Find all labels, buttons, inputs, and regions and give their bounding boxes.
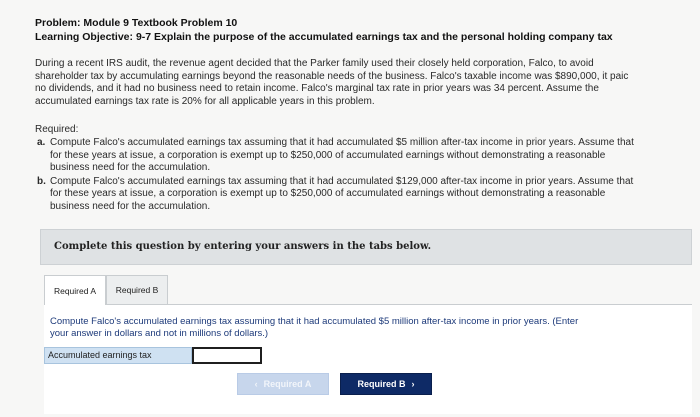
required-item-line: for these years at issue, a corporation is exempt up to $250,000 of accumulated earnings without demonstrating a reasonable [50,188,606,199]
intro-line: no dividends, and it had no business need to retain income. Falco's marginal tax rate in prior years was 34 percent. Assume the [35,83,599,94]
required-item-line: Compute Falco's accumulated earnings tax assuming that it had accumulated $5 million after-tax income in prior years. Assume that [50,137,634,148]
chevron-right-icon: › [411,379,415,389]
question-line: your answer in dollars and not in millions of dollars.) [50,327,269,339]
chevron-left-icon: ‹ [254,379,258,389]
required-item-a [37,137,700,175]
required-item-line: Compute Falco's accumulated earnings tax assuming that it had accumulated $129,000 after-tax income in prior years. Assume that [50,175,634,187]
tab-required-a[interactable]: Required A [44,275,106,305]
problem-title: Problem: Module 9 Textbook Problem 10 [35,17,238,29]
accumulated-earnings-tax-input[interactable] [192,347,262,364]
prev-button-label: Required A [263,379,312,389]
instructions-text: Complete this question by entering your answers in the tabs below. [54,241,432,252]
required-item-line: business need for the accumulation. [50,162,211,173]
intro-line: accumulated earnings tax rate is 20% for all applicable years in this problem. [35,95,375,107]
required-item-b [37,176,700,214]
intro-line: shareholder tax by accumulating earnings beyond the reasonable needs of the business. Falco's taxable income was $890,000, it paic [35,70,629,82]
question-line: Compute Falco's accumulated earnings tax assuming that it had accumulated $5 million after-tax income in prior years. (Enter [50,316,579,327]
next-button-label: Required B [357,379,406,389]
tab-required-b[interactable]: Required B [106,275,168,305]
instructions-banner [40,229,692,265]
problem-intro [35,58,695,108]
answer-row [44,347,262,364]
required-item-marker: a. [37,137,46,148]
learning-objective: Learning Objective: 9-7 Explain the purpose of the accumulated earnings tax and the personal holding company tax [35,31,613,43]
required-item-marker: b. [37,175,46,187]
answer-label: Accumulated earnings tax [44,347,192,364]
intro-line: During a recent IRS audit, the revenue agent decided that the Parker family used their closely held corporation, Falco, to avoid [35,58,594,69]
required-heading: Required: [35,124,79,135]
next-required-b-button[interactable] [340,373,432,395]
required-item-line: for these years at issue, a corporation is exempt up to $250,000 of accumulated earnings without demonstrating a reasonable [50,149,606,161]
required-list [37,137,700,214]
prev-required-a-button[interactable] [237,373,329,395]
required-item-line: business need for the accumulation. [50,200,211,212]
tab-question [50,316,690,339]
